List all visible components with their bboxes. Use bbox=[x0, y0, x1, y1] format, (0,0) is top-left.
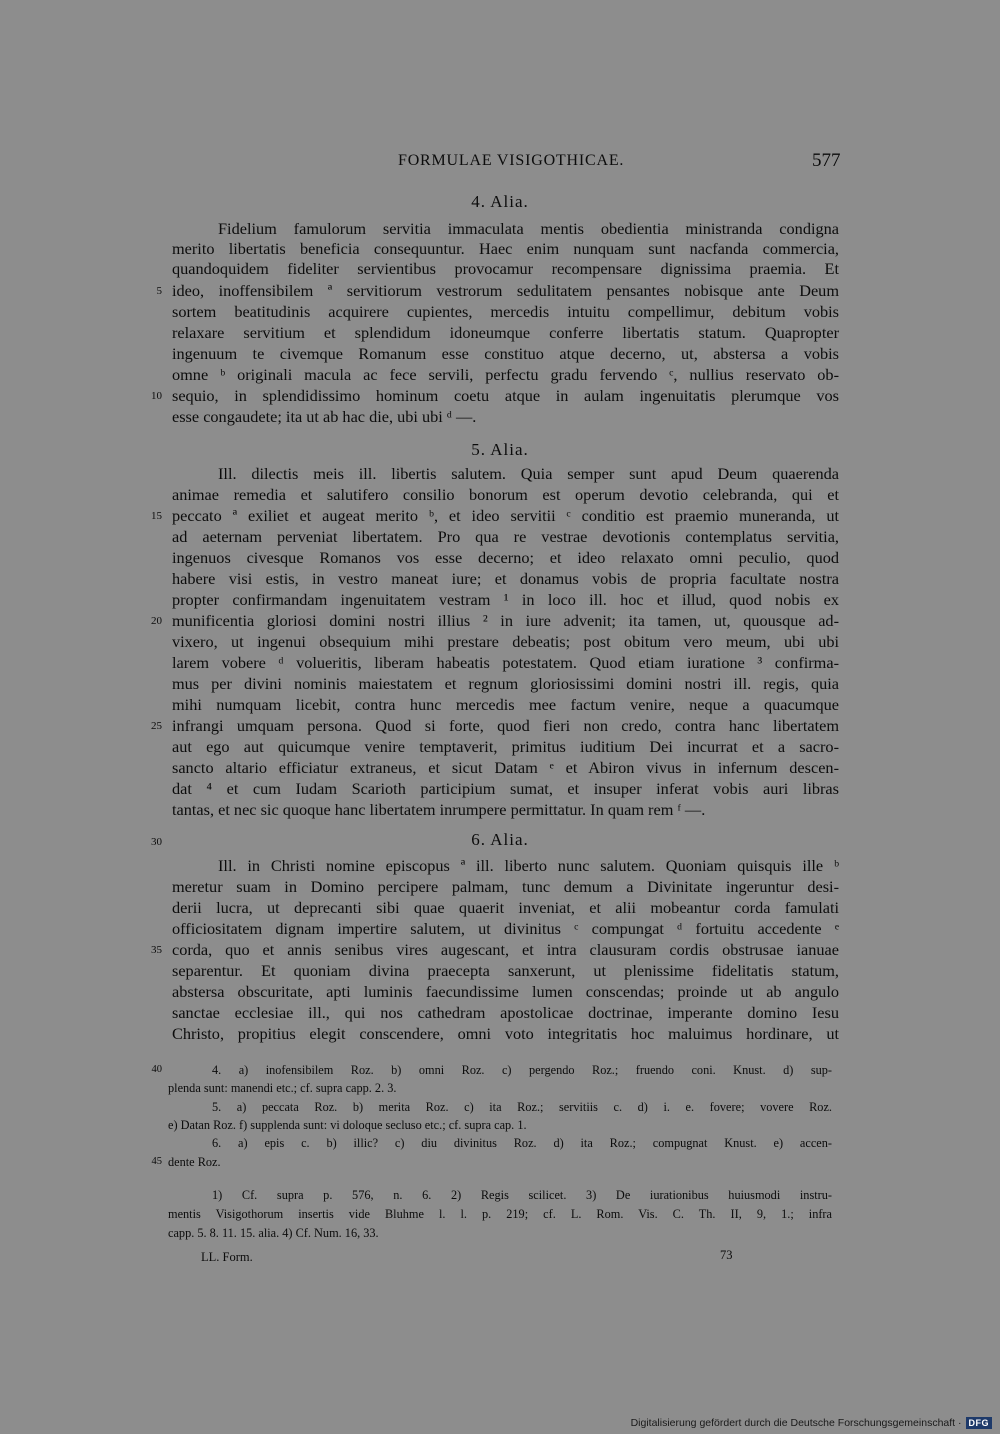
text-line: abstersa obscuritate, apti luminis faecundissime lumen conscendas; proinde ut ab angulo bbox=[172, 982, 839, 1001]
text-line: sanctae ecclesiae ill., qui nos cathedram apostolicae doctrinae, imperante domino Iesu bbox=[172, 1003, 839, 1022]
line-number: 40 bbox=[151, 1064, 162, 1075]
text-line: esse congaudete; ita ut ab hac die, ubi ubi ᵈ —. bbox=[172, 407, 477, 426]
text-line: ad aeternam perveniat libertatem. Pro qua re vestrae devotionis contemplatus servitia, bbox=[172, 527, 839, 546]
text-line: peccato ª exiliet et augeat merito ᵇ, et ideo servitii ᶜ conditio est praemio muneranda, ut bbox=[172, 506, 839, 525]
text-line: quandoquidem fideliter servientibus provocamur recompensare dignissima praemia. Et bbox=[172, 259, 839, 278]
text-line: dat ⁴ et cum Iudam Scarioth participium sumat, et insuper inferat vobis auri libras bbox=[172, 779, 839, 798]
text-line: relaxare servitium et splendidum idoneumque conferre libertatis statum. Quapropter bbox=[172, 323, 839, 342]
line-number: 15 bbox=[151, 510, 162, 522]
funding-banner bbox=[631, 1417, 992, 1429]
series-mark: LL. Form. bbox=[201, 1250, 253, 1264]
line-number: 45 bbox=[151, 1156, 162, 1167]
source-note-line: capp. 5. 8. 11. 15. alia. 4) Cf. Num. 16, 33. bbox=[168, 1226, 379, 1240]
line-number: 35 bbox=[151, 944, 162, 956]
signature-mark: 73 bbox=[720, 1248, 733, 1262]
source-note-line: mentis Visigothorum insertis vide Bluhme l. l. p. 219; cf. L. Rom. Vis. C. Th. II, 9, 1.; infra bbox=[168, 1207, 832, 1221]
text-line: aut ego aut quicumque venire temptaverit, primitus iuditium Dei incurrat et a sacro- bbox=[172, 737, 839, 756]
section-heading-4: 4. Alia. bbox=[471, 192, 529, 211]
text-line: sortem beatitudinis acquirere cupientes, mercedis intuitu compellimur, debitum vobis bbox=[172, 302, 839, 321]
text-line: sequio, in splendidissimo hominum coetu atque in aulam ingenuitatis plerumque vos bbox=[172, 386, 839, 405]
text-line: merito libertatis beneficia consequuntur. Haec enim nunquam sunt nacfanda commercia, bbox=[172, 239, 839, 258]
line-number: 25 bbox=[151, 720, 162, 732]
text-line: mihi numquam licebit, contra hunc mercedis mee factum venire, neque a quacumque bbox=[172, 695, 839, 714]
text-line: Ill. in Christi nomine episcopus ª ill. liberto nunc salutem. Quoniam quisquis ille ᵇ bbox=[218, 856, 839, 875]
line-number: 10 bbox=[151, 390, 162, 402]
text-line: officiositatem dignam impertire salutem, ut divinitus ᶜ compungat ᵈ fortuitu accedente ᵉ bbox=[172, 919, 839, 938]
running-header: FORMULAE VISIGOTHICAE. bbox=[398, 152, 625, 169]
text-line: derii lucra, ut deprecanti sibi quae quaerit inveniat, et alii mobeantur corda famulati bbox=[172, 898, 839, 917]
text-line: sancto altario efficiatur extraneus, et sicut Datam ᵉ et Abiron vivus in infernum descen- bbox=[172, 758, 839, 777]
line-number: 5 bbox=[156, 285, 162, 297]
text-line: Ill. dilectis meis ill. libertis salutem. Quia semper sunt apud Deum quaerenda bbox=[218, 464, 839, 483]
line-number: 20 bbox=[151, 615, 162, 627]
text-line: habere visi estis, in vestro maneat iure; et donamus vobis de propria facultate nostra bbox=[172, 569, 839, 588]
footnote-line: dente Roz. bbox=[168, 1155, 221, 1169]
text-line: mus per divini nominis maiestatem et regnum gloriosissimi domini nostri ill. regis, quia bbox=[172, 674, 839, 693]
text-line: ingenuos civesque Romanos vos esse decerno; et ideo relaxato omni peculio, quod bbox=[172, 548, 839, 567]
text-line: ingenuum te civemque Romanum esse constituo atque decerno, ut, abstersa a vobis bbox=[172, 344, 839, 363]
text-line: corda, quo et annis senibus vires augescant, et intra clausuram cordis obstrusae ianuae bbox=[172, 940, 839, 959]
text-line: propter confirmandam ingenuitatem vestram ¹ in loco ill. hoc et illud, quod nobis ex bbox=[172, 590, 839, 609]
text-line: munificentia gloriosi domini nostri illius ² in iure advenit; ita tamen, ut, quousque ad- bbox=[172, 611, 839, 630]
text-line: tantas, et nec sic quoque hanc libertatem inrumpere permittatur. In quam rem ᶠ —. bbox=[172, 800, 706, 819]
footnote-line: 6. a) epis c. b) illic? c) diu divinitus Roz. d) ita Roz.; compugnat Knust. e) accen- bbox=[212, 1136, 832, 1150]
page-number: 577 bbox=[812, 150, 841, 171]
funding-text: Digitalisierung gefördert durch die Deutsche Forschungsgemeinschaft · bbox=[630, 1417, 962, 1429]
text-line: infrangi umquam persona. Quod si forte, quod fieri non credo, contra hanc libertatem bbox=[172, 716, 839, 735]
footnote-line: plenda sunt: manendi etc.; cf. supra capp. 2. 3. bbox=[168, 1081, 397, 1095]
text-line: separentur. Et quoniam divina praecepta sanxerunt, ut plenissime fidelitatis statum, bbox=[172, 961, 839, 980]
footnote-line: e) Datan Roz. f) supplenda sunt: vi doloque secluso etc.; cf. supra cap. 1. bbox=[168, 1118, 527, 1132]
footnote-line: 4. a) inofensibilem Roz. b) omni Roz. c) pergendo Roz.; fruendo coni. Knust. d) sup- bbox=[212, 1063, 832, 1077]
text-line: Christo, propitius elegit conscendere, omni voto integritatis hoc maluimus hordinare, ut bbox=[172, 1024, 839, 1043]
text-line: larem vobere ᵈ volueritis, liberam habeatis potestatem. Quod etiam iuratione ³ confirma- bbox=[172, 653, 839, 672]
text-line: Fidelium famulorum servitia immaculata mentis obedientia ministranda condigna bbox=[218, 219, 839, 238]
dfg-logo: DFG bbox=[966, 1417, 993, 1429]
text-line: ideo, inoffensibilem ª servitiorum vestrorum sedulitatem pensantes nobisque ante Deum bbox=[172, 281, 839, 300]
section-heading-6: 6. Alia. bbox=[471, 830, 529, 849]
footnote-line: 5. a) peccata Roz. b) merita Roz. c) ita Roz.; servitiis c. d) i. e. fovere; vovere Roz. bbox=[212, 1100, 832, 1114]
source-note-line: 1) Cf. supra p. 576, n. 6. 2) Regis scilicet. 3) De iurationibus huiusmodi instru- bbox=[212, 1188, 832, 1202]
line-number: 30 bbox=[151, 836, 162, 848]
text-line: omne ᵇ originali macula ac fece servili, perfectu gradu fervendo ᶜ, nullius reservato ob- bbox=[172, 365, 839, 384]
section-heading-5: 5. Alia. bbox=[471, 440, 529, 459]
text-line: animae remedia et salutifero consilio bonorum est operum devotio celebranda, qui et bbox=[172, 485, 839, 504]
text-line: meretur suam in Domino percipere palmam, tunc demum a Divinitate ingeruntur desi- bbox=[172, 877, 839, 896]
text-line: vixero, ut ingenui obsequium mihi prestare debeatis; post obitum vero meum, ubi ubi bbox=[172, 632, 839, 651]
